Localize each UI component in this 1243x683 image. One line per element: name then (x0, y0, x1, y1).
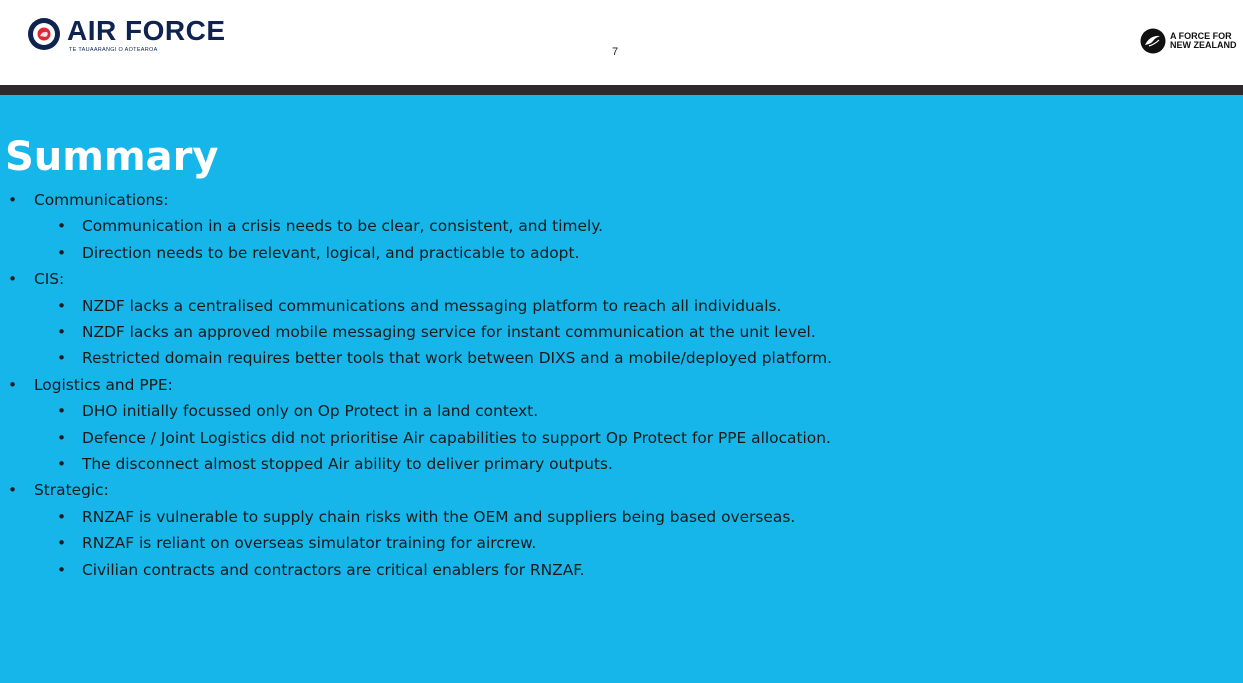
list-item-text: Civilian contracts and contractors are critical enablers for RNZAF. (82, 560, 585, 579)
section-heading (0, 266, 1243, 292)
list-item-text: NZDF lacks an approved mobile messaging service for instant communication at the unit level. (82, 323, 816, 342)
bullet-icon: • (57, 428, 67, 447)
section-heading (0, 477, 1243, 503)
tagline-line-1: A FORCE FOR (1170, 31, 1232, 41)
bullet-icon: • (8, 375, 18, 394)
bullet-icon: • (57, 217, 67, 236)
list-item-text: Direction needs to be relevant, logical, and practicable to adopt. (82, 243, 580, 262)
list-item-text: DHO initially focussed only on Op Protect in a land context. (82, 402, 539, 421)
bullet-icon: • (57, 349, 67, 368)
section-heading (0, 372, 1243, 398)
list-item (0, 504, 1243, 530)
bullet-icon: • (57, 323, 67, 342)
tagline-line-2: NEW ZEALAND (1170, 40, 1237, 50)
bullet-icon: • (57, 455, 67, 474)
bullet-icon: • (57, 534, 67, 553)
list-item-text: NZDF lacks a centralised communications and messaging platform to reach all individuals. (82, 296, 782, 315)
raf-roundel-icon (27, 17, 61, 51)
slide-body (0, 95, 1243, 683)
list-item (0, 213, 1243, 239)
list-item (0, 451, 1243, 477)
summary-list (0, 187, 1243, 583)
bullet-icon: • (8, 191, 18, 209)
header-divider (0, 85, 1243, 95)
list-item-text: The disconnect almost stopped Air ability to deliver primary outputs. (82, 455, 613, 474)
bullet-icon: • (8, 270, 18, 289)
bullet-icon: • (57, 296, 67, 315)
list-item-text: RNZAF is reliant on overseas simulator training for aircrew. (82, 534, 537, 553)
list-item (0, 240, 1243, 266)
section-heading-text: Communications: (34, 191, 169, 209)
list-item (0, 530, 1243, 556)
list-item (0, 319, 1243, 345)
list-item (0, 425, 1243, 451)
section-heading-text: CIS: (34, 270, 65, 289)
section-heading-text: Strategic: (34, 481, 109, 500)
list-item-text: Communication in a crisis needs to be clear, consistent, and timely. (82, 217, 604, 236)
logo-subtitle: TE TAUAARANGI O AOTEAROA (69, 47, 158, 53)
bullet-icon: • (57, 243, 67, 262)
bullet-icon: • (57, 507, 67, 526)
section-heading (0, 187, 1243, 213)
fern-icon (1140, 28, 1166, 54)
section-heading-text: Logistics and PPE: (34, 375, 173, 394)
logo-title: AIR FORCE (67, 15, 226, 46)
slide-header (0, 0, 1243, 85)
bullet-icon: • (57, 402, 67, 421)
list-item (0, 398, 1243, 424)
nzdf-tagline-logo (1140, 28, 1240, 54)
list-item-text: Restricted domain requires better tools that work between DIXS and a mobile/deployed platform. (82, 349, 833, 368)
list-item (0, 557, 1243, 583)
slide-title: Summary (5, 134, 219, 180)
air-force-logo (27, 14, 226, 54)
page-number: 7 (612, 46, 619, 58)
list-item (0, 345, 1243, 371)
list-item (0, 293, 1243, 319)
bullet-icon: • (8, 481, 18, 500)
list-item-text: Defence / Joint Logistics did not prioritise Air capabilities to support Op Protect for PPE allocation. (82, 428, 831, 447)
list-item-text: RNZAF is vulnerable to supply chain risks with the OEM and suppliers being based overseas. (82, 507, 796, 526)
bullet-icon: • (57, 560, 67, 579)
